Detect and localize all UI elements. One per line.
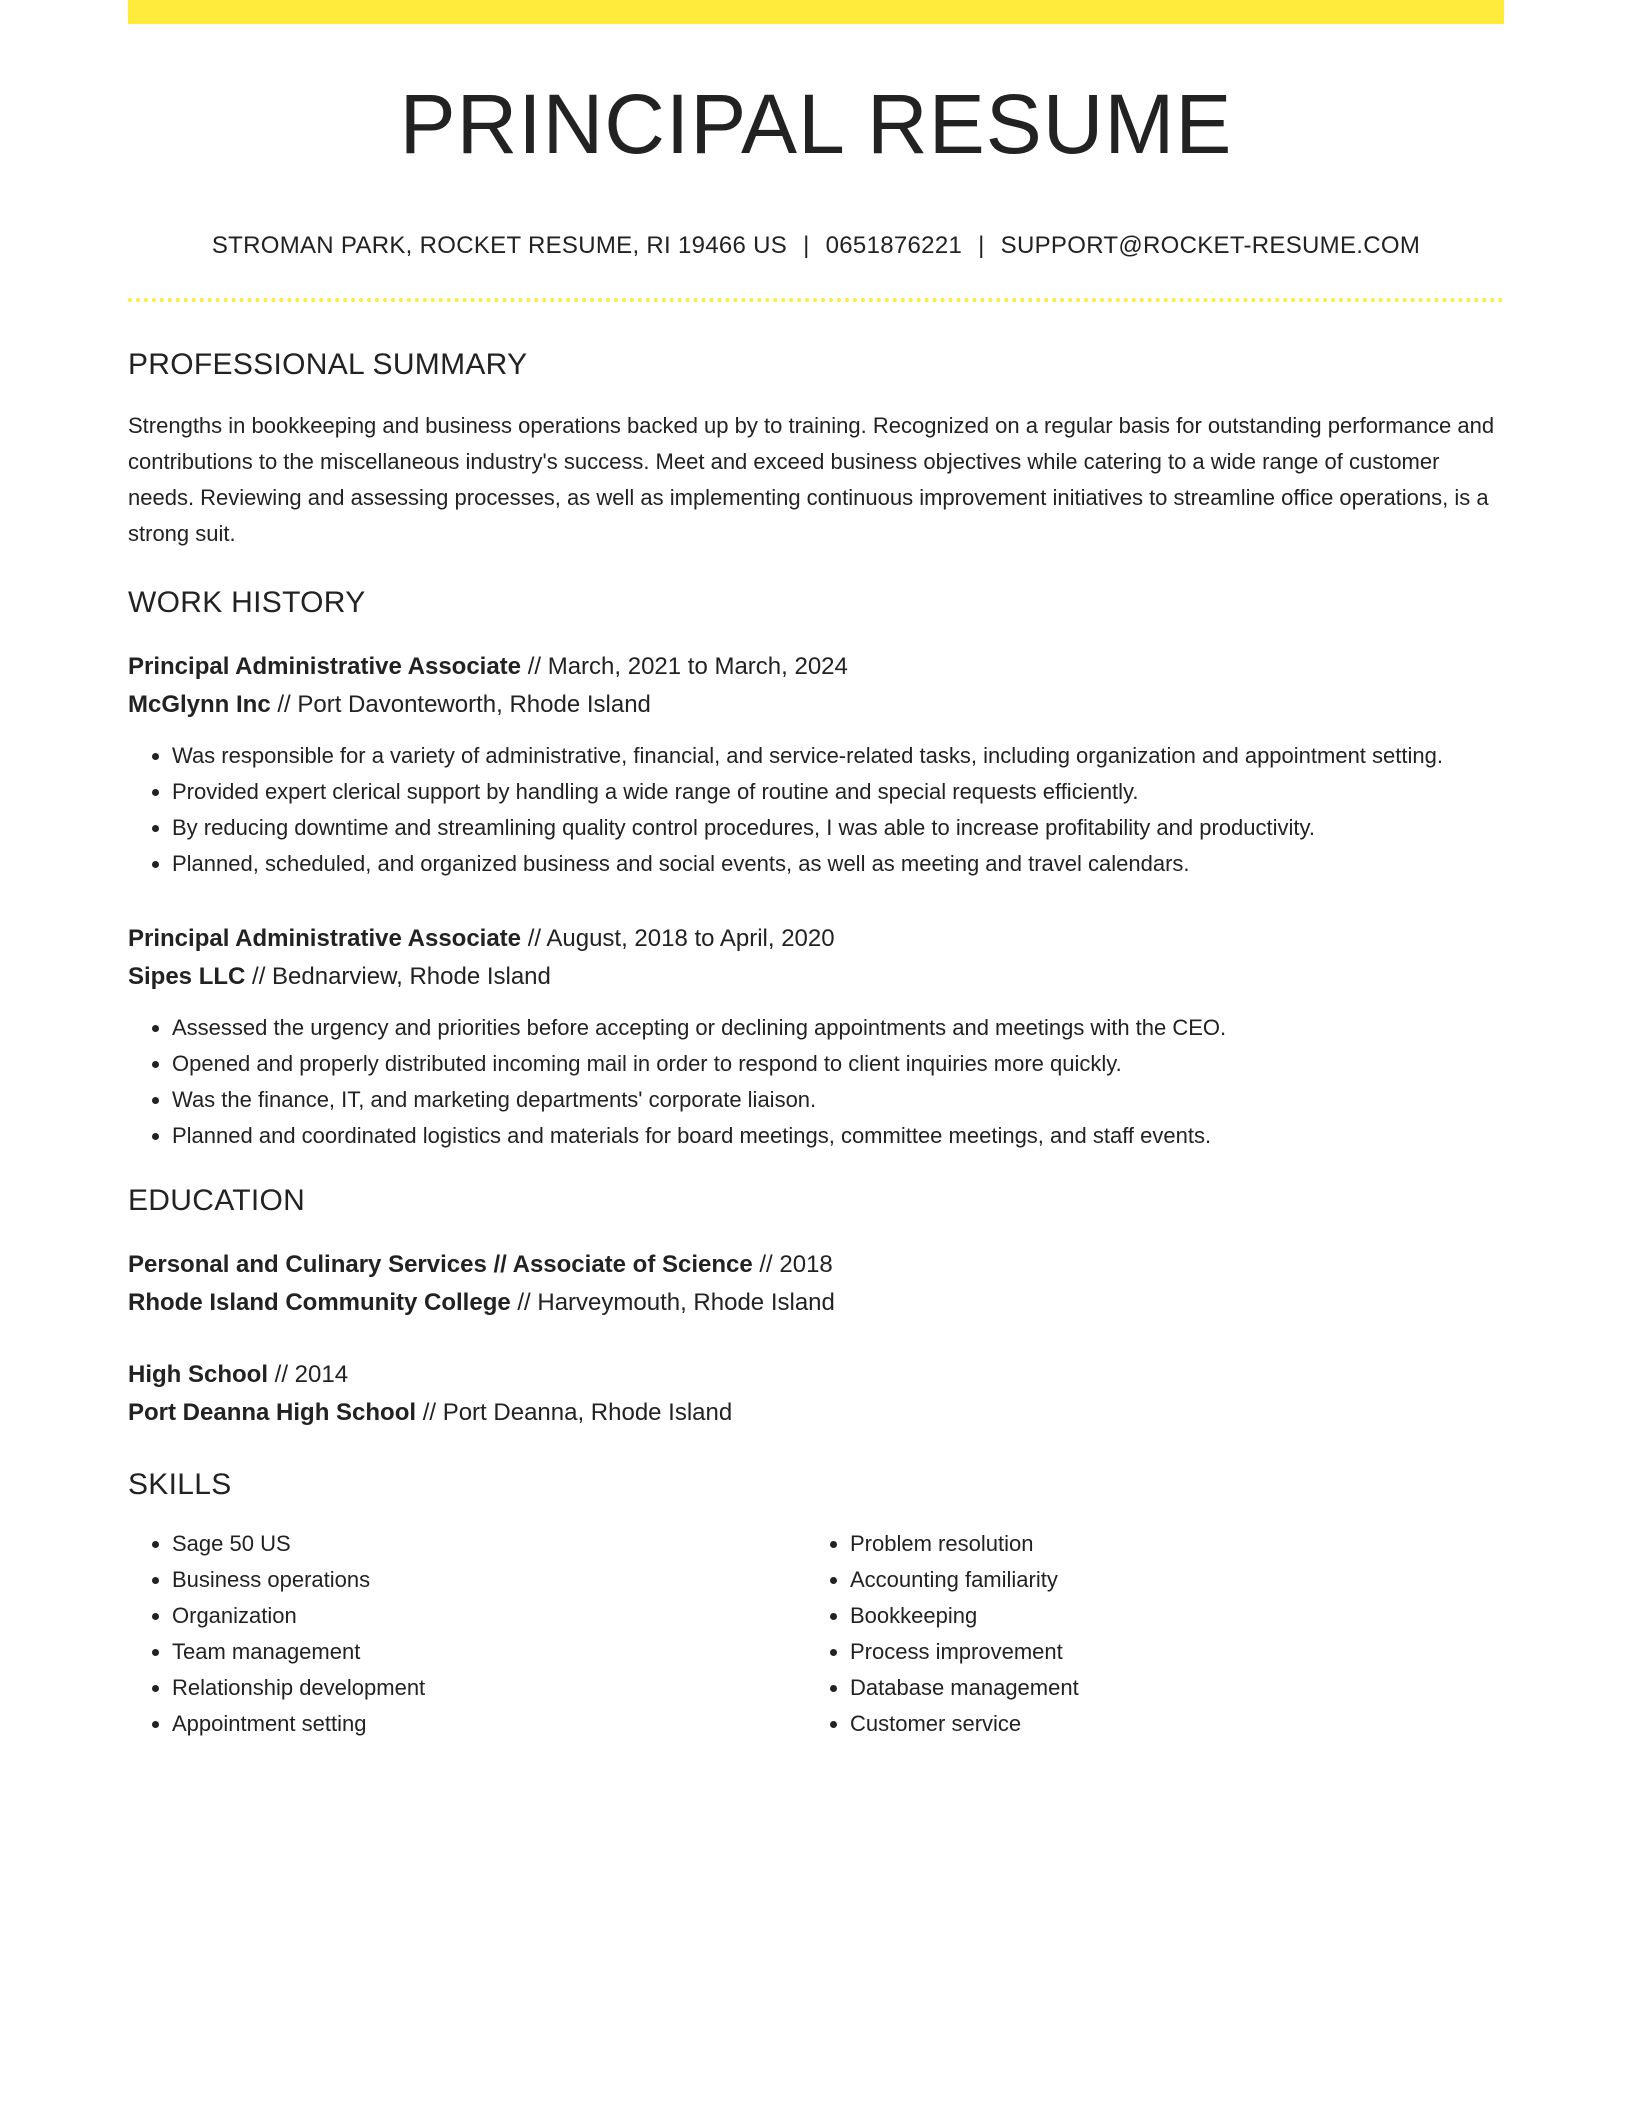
contact-separator: | xyxy=(978,232,985,259)
job-company: McGlynn Inc xyxy=(128,691,271,718)
skill-item: • Process improvement xyxy=(850,1634,1484,1670)
skills-list-left xyxy=(128,1526,806,1742)
summary-text: Strengths in bookkeeping and business operations backed up by to training. Recognized on a regular basis for outstanding performance and contributions to the miscellaneous industry's success. Meet and exceed business objectives while catering to a wide range of customer needs. Reviewing and assessing processes, as well as implementing continuous improvement initiatives to streamline office operations, is a strong suit. xyxy=(128,413,1495,546)
skill-item: • Sage 50 US xyxy=(172,1526,806,1562)
skill-item: • Accounting familiarity xyxy=(850,1562,1484,1598)
skill-item: • Organization xyxy=(172,1598,806,1634)
job-title-line xyxy=(128,920,1504,958)
contact-separator: | xyxy=(803,232,810,259)
resume-title: PRINCIPAL RESUME xyxy=(399,77,1233,171)
skill-item: • Customer service xyxy=(850,1706,1484,1742)
skills-columns xyxy=(128,1526,1504,1742)
section-title-summary: PROFESSIONAL SUMMARY xyxy=(128,348,528,381)
job-role: Principal Administrative Associate xyxy=(128,653,522,680)
contact-email: SUPPORT@ROCKET-RESUME.COM xyxy=(1000,232,1421,259)
job-location: // Bednarview, Rhode Island xyxy=(245,963,551,990)
education-degree: Personal and Culinary Services // Associate of Science xyxy=(128,1251,753,1278)
job-company-line xyxy=(128,686,1504,724)
resume-page xyxy=(128,0,1504,1742)
job-dates: // August, 2018 to April, 2020 xyxy=(521,925,835,952)
job-bullet: • Planned and coordinated logistics and materials for board meetings, committee meetings, and staff events. xyxy=(172,1118,1504,1154)
education-school-line xyxy=(128,1394,1504,1432)
job-title-line xyxy=(128,648,1504,686)
job-company-line xyxy=(128,958,1504,996)
job-bullets xyxy=(128,738,1504,882)
job-bullets xyxy=(128,1010,1504,1154)
job-bullet: • Was the finance, IT, and marketing departments' corporate liaison. xyxy=(172,1082,1504,1118)
section-title-skills: SKILLS xyxy=(128,1468,232,1501)
skills-list-right xyxy=(806,1526,1484,1742)
skill-item: • Relationship development xyxy=(172,1670,806,1706)
education-school-line xyxy=(128,1284,1504,1322)
contact-phone: 0651876221 xyxy=(825,232,963,259)
job-bullet: • Opened and properly distributed incoming mail in order to respond to client inquiries more quickly. xyxy=(172,1046,1504,1082)
skill-item: • Bookkeeping xyxy=(850,1598,1484,1634)
skill-item: • Problem resolution xyxy=(850,1526,1484,1562)
education-degree-line xyxy=(128,1356,1504,1394)
skill-item: • Business operations xyxy=(172,1562,806,1598)
skill-item: • Database management xyxy=(850,1670,1484,1706)
contact-address: STROMAN PARK, ROCKET RESUME, RI 19466 US xyxy=(211,232,788,259)
job-location: // Port Davonteworth, Rhode Island xyxy=(270,691,651,718)
job-company: Sipes LLC xyxy=(128,963,246,990)
education-entry xyxy=(128,1246,1504,1322)
job-entry xyxy=(128,920,1504,1154)
education-location: // Port Deanna, Rhode Island xyxy=(416,1399,733,1426)
education-degree-line xyxy=(128,1246,1504,1284)
skill-item: • Appointment setting xyxy=(172,1706,806,1742)
job-entry xyxy=(128,648,1504,882)
education-year: // 2014 xyxy=(268,1361,349,1388)
section-title-work-history: WORK HISTORY xyxy=(128,586,366,619)
job-role: Principal Administrative Associate xyxy=(128,925,522,952)
education-school: Port Deanna High School xyxy=(128,1399,417,1426)
job-dates: // March, 2021 to March, 2024 xyxy=(521,653,848,680)
job-bullet: • Assessed the urgency and priorities before accepting or declining appointments and meetings with the CEO. xyxy=(172,1010,1504,1046)
job-bullet: • Provided expert clerical support by handling a wide range of routine and special requests efficiently. xyxy=(172,774,1504,810)
job-bullet: • By reducing downtime and streamlining quality control procedures, I was able to increase profitability and productivity. xyxy=(172,810,1504,846)
education-degree: High School xyxy=(128,1361,268,1388)
education-year: // 2018 xyxy=(752,1251,833,1278)
job-bullet: • Planned, scheduled, and organized business and social events, as well as meeting and travel calendars. xyxy=(172,846,1504,882)
dotted-divider xyxy=(128,298,1504,302)
skill-item: • Team management xyxy=(172,1634,806,1670)
education-location: // Harveymouth, Rhode Island xyxy=(510,1289,835,1316)
education-school: Rhode Island Community College xyxy=(128,1289,511,1316)
section-title-education: EDUCATION xyxy=(128,1184,306,1217)
education-entry xyxy=(128,1356,1504,1432)
contact-line xyxy=(128,232,1504,260)
job-bullet: • Was responsible for a variety of administrative, financial, and service-related tasks, including organization and appointment setting. xyxy=(172,738,1504,774)
accent-bar xyxy=(128,0,1504,24)
